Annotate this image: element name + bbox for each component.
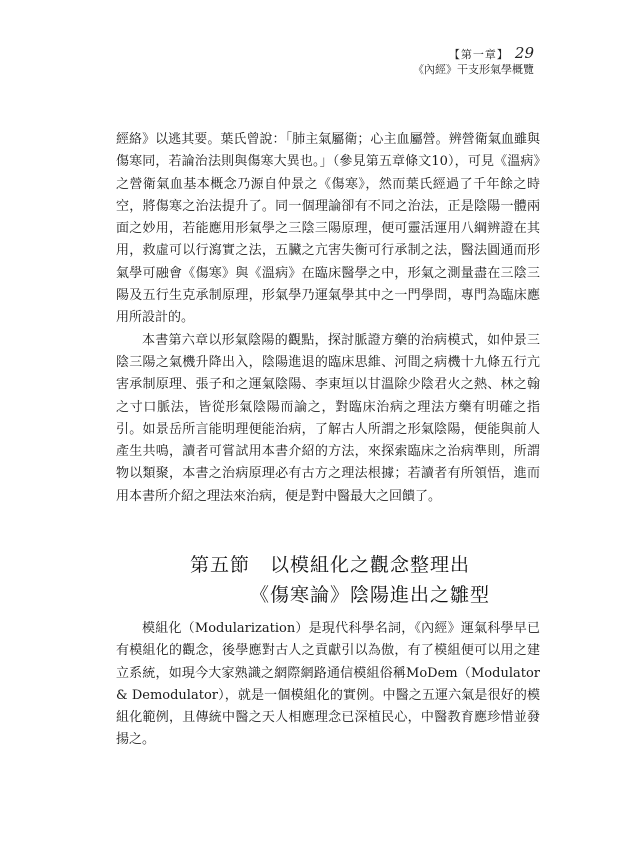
chapter-label: 【第一章】 — [448, 48, 509, 61]
running-header — [413, 46, 534, 77]
section-title-line-1: 以模組化之觀念整理出 — [270, 554, 471, 576]
running-subtitle: 《內經》干支形氣學概覽 — [413, 63, 534, 76]
page-number: 29 — [514, 44, 534, 62]
section-heading — [120, 550, 500, 610]
paragraph: 模組化（Modularization）是現代科學名詞，《內經》運氣科學早已有模組化的觀念，後學應對古人之貢獻引以為傲，有了模組便可以用之建立系統，如現今大家熟識之網際網路通信模組俗稱MoDem（Modulator & Demodulator），就是一個模組化的實例。中醫之五運六氣是很好的模組化範例，且傳統中醫之天人相應理念已深植民心，中醫教育應珍惜並發揚之。 — [116, 621, 540, 748]
paragraph-continued: 經絡》以逃其要。葉氏曾說：「肺主氣屬衛；心主血屬營。辨營衛氣血雖與傷寒同，若論治法則與傷寒大異也。」（參見第五章條文10），可見《溫病》之營衛氣血基本概念乃源自仲景之《傷寒》，然而葉氏經過了千年餘之時空，將傷寒之治法提升了。同一個理論卻有不同之治法，正是陰陽一體兩面之妙用，若能應用形氣學之三陰三陽原理，便可靈活運用八綱辨證在其用，救虛可以行瀉實之法，五臟之亢害失衡可行承制之法，醫法圓通而形氣學可融會《傷寒》與《溫病》在臨床醫學之中，形氣之測量盡在三陰三陽及五行生克承制原理，形氣學乃運氣學其中之一門學問，專門為臨床應用所設計的。 — [116, 132, 540, 326]
paragraph: 本書第六章以形氣陰陽的觀點，探討脈證方藥的治病模式，如仲景三陰三陽之氣機升降出入，陰陽進退的臨床思維、河間之病機十九條五行亢害承制原理、張子和之運氣陰陽、李東垣以甘溫除少陰君火之熱、林之翰之寸口脈法，皆從形氣陰陽而論之，對臨床治病之理法方藥有明確之指引。如景岳所言能明理便能治病，了解古人所謂之形氣陰陽，便能與前人產生共鳴，讀者可嘗試用本書介紹的方法，來探索臨床之治病準則，所謂物以類聚，本書之治病原理必有古方之理法根據；若讀者有所領悟，進而用本書所介紹之理法來治病，便是對中醫最大之回饋了。 — [116, 332, 540, 504]
body-text-top — [116, 129, 540, 508]
section-title-line-2: 《傷寒論》陰陽進出之雛型 — [250, 584, 491, 606]
section-number: 第五節 — [190, 554, 251, 576]
body-text-bottom — [116, 618, 540, 752]
